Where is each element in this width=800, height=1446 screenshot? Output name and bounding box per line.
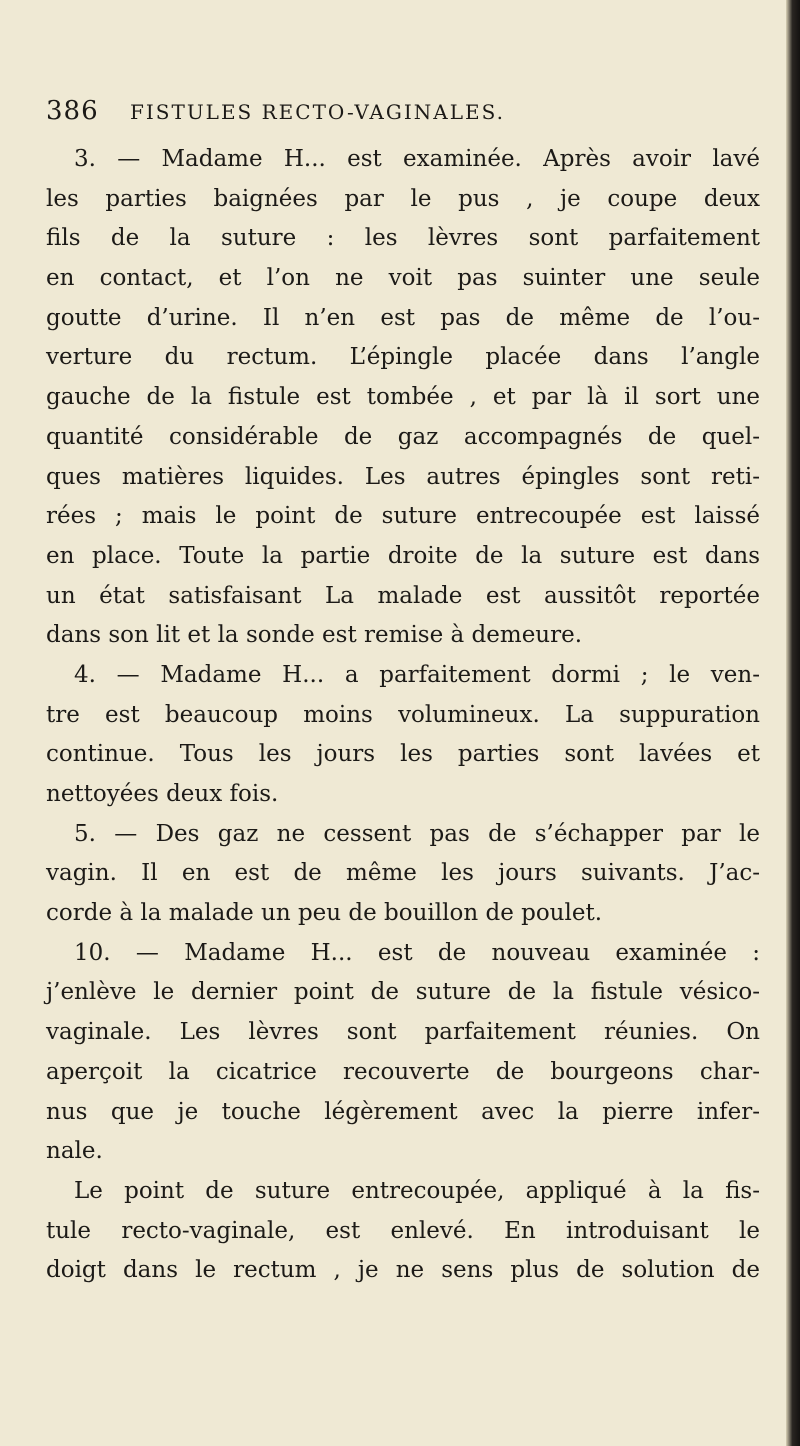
text-line: vagin. Il en est de même les jours suivants. J’ac- [46,860,760,887]
text-line: continue. Tous les jours les parties sont lavées et [46,741,760,768]
page-header [46,96,746,136]
text-line: ques matières liquides. Les autres épingles sont reti- [46,463,760,490]
page-edge-shadow [786,0,800,1446]
text-line: rées ; mais le point de suture entrecoupée est laissé [46,503,760,530]
page-body [46,140,760,1291]
text-line: nus que je touche légèrement avec la pierre infer- [46,1098,760,1125]
text-line: vaginale. Les lèvres sont parfaitement réunies. On [46,1019,760,1046]
text-line: aperçoit la cicatrice recouverte de bourgeons char- [46,1058,760,1085]
text-line: les parties baignées par le pus , je coupe deux [46,185,760,212]
text-line: en place. Toute la partie droite de la suture est dans [46,542,760,569]
text-line: 3. — Madame H... est examinée. Après avoir lavé [74,146,760,172]
text-line: nettoyées deux fois. [46,781,279,807]
text-line: 4. — Madame H... a parfaitement dormi ; le ven- [74,661,760,688]
text-line: nale. [46,1138,103,1165]
page-number: 386 [46,96,99,126]
text-line: tre est beaucoup moins volumineux. La suppuration [46,701,760,728]
text-line: fils de la suture : les lèvres sont parfaitement [46,225,760,252]
text-line: en contact, et l’on ne voit pas suinter une seule [46,265,760,292]
text-line: 5. — Des gaz ne cessent pas de s’échapper par le [74,820,760,847]
text-line: doigt dans le rectum , je ne sens plus de solution de [46,1257,760,1284]
text-line: corde à la malade un peu de bouillon de poulet. [46,900,603,927]
text-line: verture du rectum. L’épingle placée dans l’angle [46,344,760,371]
text-line: dans son lit et la sonde est remise à demeure. [46,622,583,649]
text-line: Le point de suture entrecoupée, appliqué à la fis- [74,1177,760,1204]
text-line: goutte d’urine. Il n’en est pas de même de l’ou- [46,304,760,331]
text-line: gauche de la fistule est tombée , et par là il sort une [46,384,760,411]
text-line: 10. — Madame H... est de nouveau examinée : [74,939,760,966]
running-head: FISTULES RECTO-VAGINALES. [130,100,505,124]
text-line: tule recto-vaginale, est enlevé. En introduisant le [46,1217,760,1244]
text-line: un état satisfaisant La malade est aussitôt reportée [46,582,760,609]
text-line: quantité considérable de gaz accompagnés de quel- [46,423,760,450]
text-line: j’enlève le dernier point de suture de la fistule vésico- [46,979,760,1006]
